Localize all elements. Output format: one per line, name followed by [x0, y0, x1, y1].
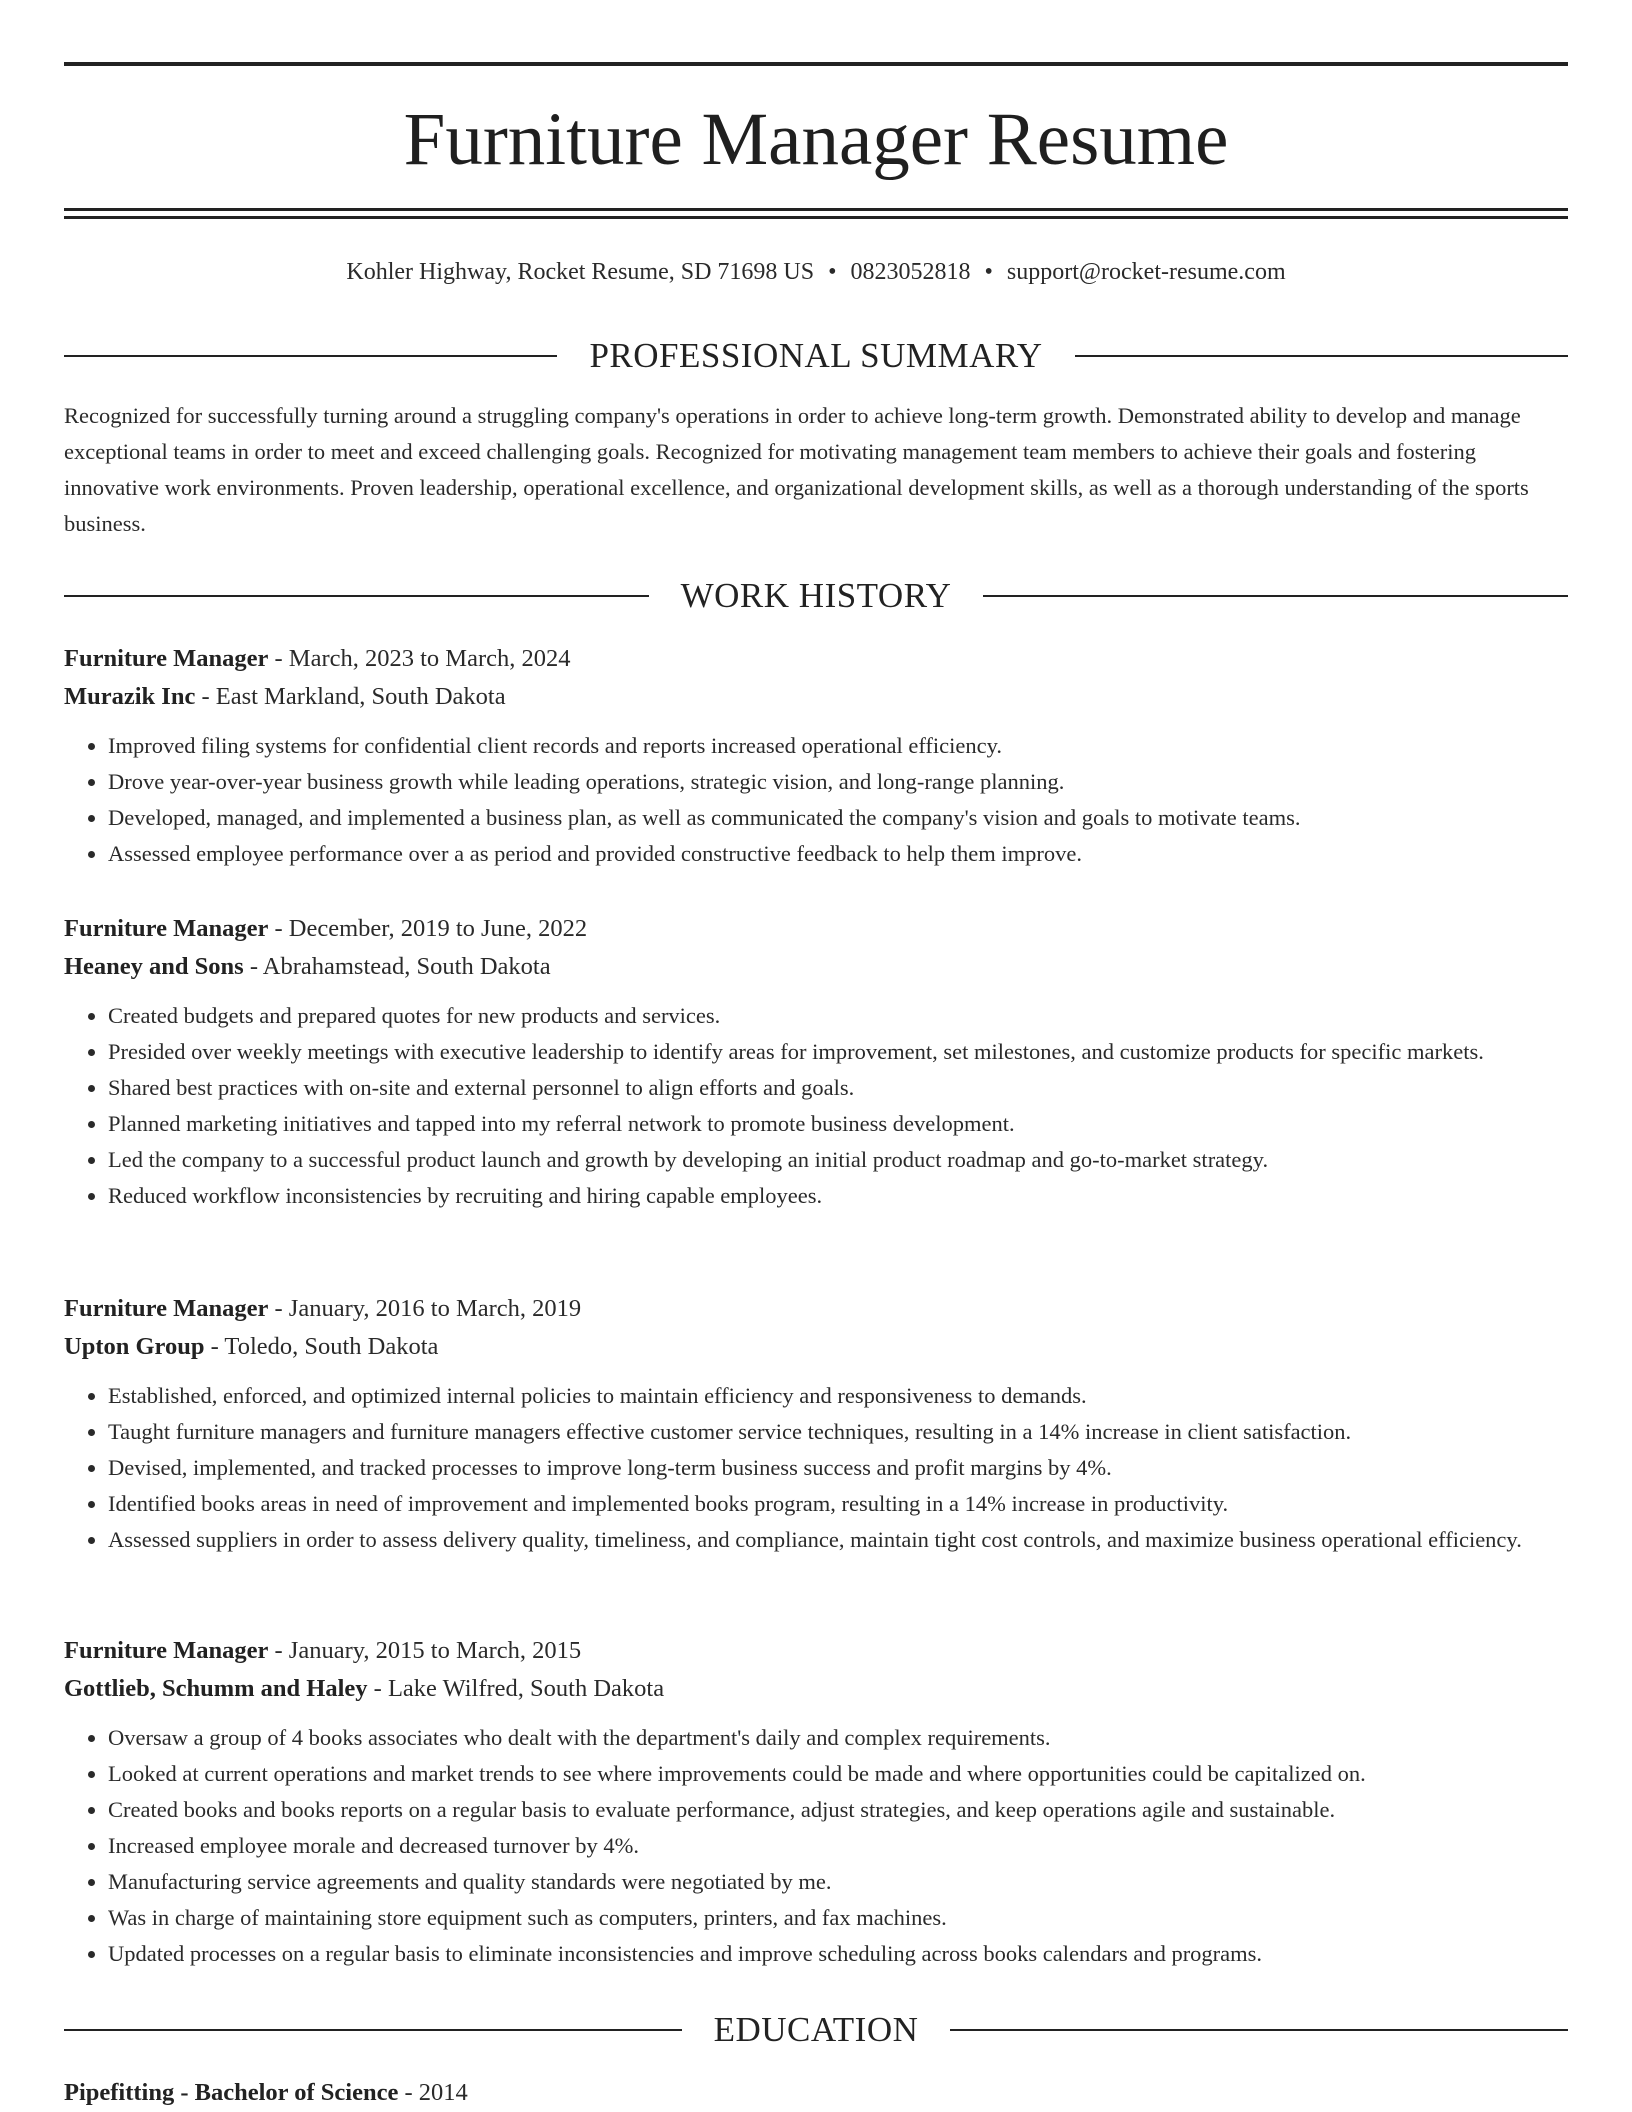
job-company: Heaney and Sons — [64, 953, 244, 980]
summary-text: Recognized for successfully turning around a struggling company's operations in order to achieve long-term growth. Demonstrated ability to develop and manage exceptional teams in order to meet and exceed challenging goals. Recognized for motivating management team members to achieve their goals and fostering innovative work environments. Proven leadership, operational excellence, and organizational development skills, as well as a thorough understanding of the sports business. — [64, 403, 1529, 536]
job-title: Furniture Manager — [64, 1637, 269, 1664]
job-bullet: • Drove year-over-year business growth while leading operations, strategic vision, and long-range planning. — [108, 764, 1568, 800]
job-title-line — [64, 910, 1568, 948]
job-title-line — [64, 1632, 1568, 1670]
section-heading-education — [64, 2010, 1568, 2050]
header-double-rule-bottom — [64, 216, 1568, 219]
job-entry — [64, 1290, 1568, 1558]
job-location: - East Markland, South Dakota — [195, 683, 506, 710]
job-bullets — [64, 728, 1568, 872]
contact-email: support@rocket-resume.com — [1006, 259, 1286, 285]
job-entry — [64, 1632, 1568, 1972]
header-double-rule-top — [64, 208, 1568, 211]
job-bullet: • Manufacturing service agreements and quality standards were negotiated by me. — [108, 1864, 1568, 1900]
job-bullet: • Was in charge of maintaining store equipment such as computers, printers, and fax machines. — [108, 1900, 1568, 1936]
divider-line — [983, 595, 1568, 597]
divider-line — [64, 355, 557, 357]
resume-title: Furniture Manager Resume — [403, 98, 1229, 181]
job-dates: - December, 2019 to June, 2022 — [268, 915, 588, 942]
job-bullet: • Updated processes on a regular basis to eliminate inconsistencies and improve scheduling across books calendars and programs. — [108, 1936, 1568, 1972]
job-bullet: • Established, enforced, and optimized internal policies to maintain efficiency and responsiveness to demands. — [108, 1378, 1568, 1414]
section-title: EDUCATION — [713, 2010, 919, 2049]
divider-line — [64, 2029, 682, 2031]
job-location: - Abrahamstead, South Dakota — [243, 953, 551, 980]
job-bullet: • Created books and books reports on a regular basis to evaluate performance, adjust strategies, and keep operations agile and sustainable. — [108, 1792, 1568, 1828]
job-dates: - January, 2015 to March, 2015 — [268, 1637, 582, 1664]
job-bullet: • Improved filing systems for confidential client records and reports increased operational efficiency. — [108, 728, 1568, 764]
job-bullet: • Devised, implemented, and tracked processes to improve long-term business success and profit margins by 4%. — [108, 1450, 1568, 1486]
job-bullet: • Taught furniture managers and furniture managers effective customer service techniques, resulting in a 14% increase in client satisfaction. — [108, 1414, 1568, 1450]
contact-phone: 0823052818 — [850, 259, 971, 285]
job-location: - Toledo, South Dakota — [204, 1333, 439, 1360]
contact-separator: • — [828, 259, 837, 285]
section-heading-summary — [64, 336, 1568, 376]
job-company-line — [64, 1328, 1568, 1366]
job-location: - Lake Wilfred, South Dakota — [367, 1675, 665, 1702]
job-entry — [64, 640, 1568, 872]
job-bullet: • Oversaw a group of 4 books associates who dealt with the department's daily and complex requirements. — [108, 1720, 1568, 1756]
job-bullets — [64, 1378, 1568, 1558]
job-bullet: • Shared best practices with on-site and external personnel to align efforts and goals. — [108, 1070, 1568, 1106]
job-title: Furniture Manager — [64, 1295, 269, 1322]
job-company: Murazik Inc — [64, 683, 196, 710]
section-title: PROFESSIONAL SUMMARY — [589, 336, 1043, 375]
job-title: Furniture Manager — [64, 915, 269, 942]
job-bullet: • Assessed suppliers in order to assess delivery quality, timeliness, and compliance, maintain tight cost controls, and maximize business operational efficiency. — [108, 1522, 1568, 1558]
education-entry — [64, 2074, 1568, 2112]
section-title: WORK HISTORY — [680, 576, 952, 615]
job-entry — [64, 910, 1568, 1214]
divider-line — [1075, 355, 1568, 357]
job-company: Upton Group — [64, 1333, 205, 1360]
job-bullet: • Looked at current operations and market trends to see where improvements could be made and where opportunities could be capitalized on. — [108, 1756, 1568, 1792]
job-title-line — [64, 1290, 1568, 1328]
job-company: Gottlieb, Schumm and Haley — [64, 1675, 368, 1702]
contact-line — [64, 254, 1568, 290]
job-company-line — [64, 1670, 1568, 1708]
header-top-rule — [64, 62, 1568, 66]
job-bullet: • Assessed employee performance over a as period and provided constructive feedback to help them improve. — [108, 836, 1568, 872]
job-company-line — [64, 948, 1568, 986]
job-title-line — [64, 640, 1568, 678]
job-title: Furniture Manager — [64, 645, 269, 672]
job-company-line — [64, 678, 1568, 716]
job-bullets — [64, 998, 1568, 1214]
job-bullet: • Created budgets and prepared quotes for new products and services. — [108, 998, 1568, 1034]
job-bullet: • Reduced workflow inconsistencies by recruiting and hiring capable employees. — [108, 1178, 1568, 1214]
job-bullet: • Identified books areas in need of improvement and implemented books program, resulting in a 14% increase in productivity. — [108, 1486, 1568, 1522]
divider-line — [64, 595, 649, 597]
job-bullet: • Developed, managed, and implemented a business plan, as well as communicated the company's vision and goals to motivate teams. — [108, 800, 1568, 836]
job-bullets — [64, 1720, 1568, 1972]
contact-separator: • — [984, 259, 993, 285]
section-heading-work — [64, 576, 1568, 616]
job-dates: - March, 2023 to March, 2024 — [268, 645, 571, 672]
divider-line — [950, 2029, 1568, 2031]
education-year: - 2014 — [398, 2079, 468, 2106]
job-bullet: • Increased employee morale and decreased turnover by 4%. — [108, 1828, 1568, 1864]
job-bullet: • Led the company to a successful product launch and growth by developing an initial product roadmap and go-to-market strategy. — [108, 1142, 1568, 1178]
job-bullet: • Presided over weekly meetings with executive leadership to identify areas for improvement, set milestones, and customize products for specific markets. — [108, 1034, 1568, 1070]
job-bullet: • Planned marketing initiatives and tapped into my referral network to promote business development. — [108, 1106, 1568, 1142]
education-degree: Pipefitting - Bachelor of Science — [64, 2079, 399, 2106]
job-dates: - January, 2016 to March, 2019 — [268, 1295, 582, 1322]
contact-address: Kohler Highway, Rocket Resume, SD 71698 US — [346, 259, 815, 285]
